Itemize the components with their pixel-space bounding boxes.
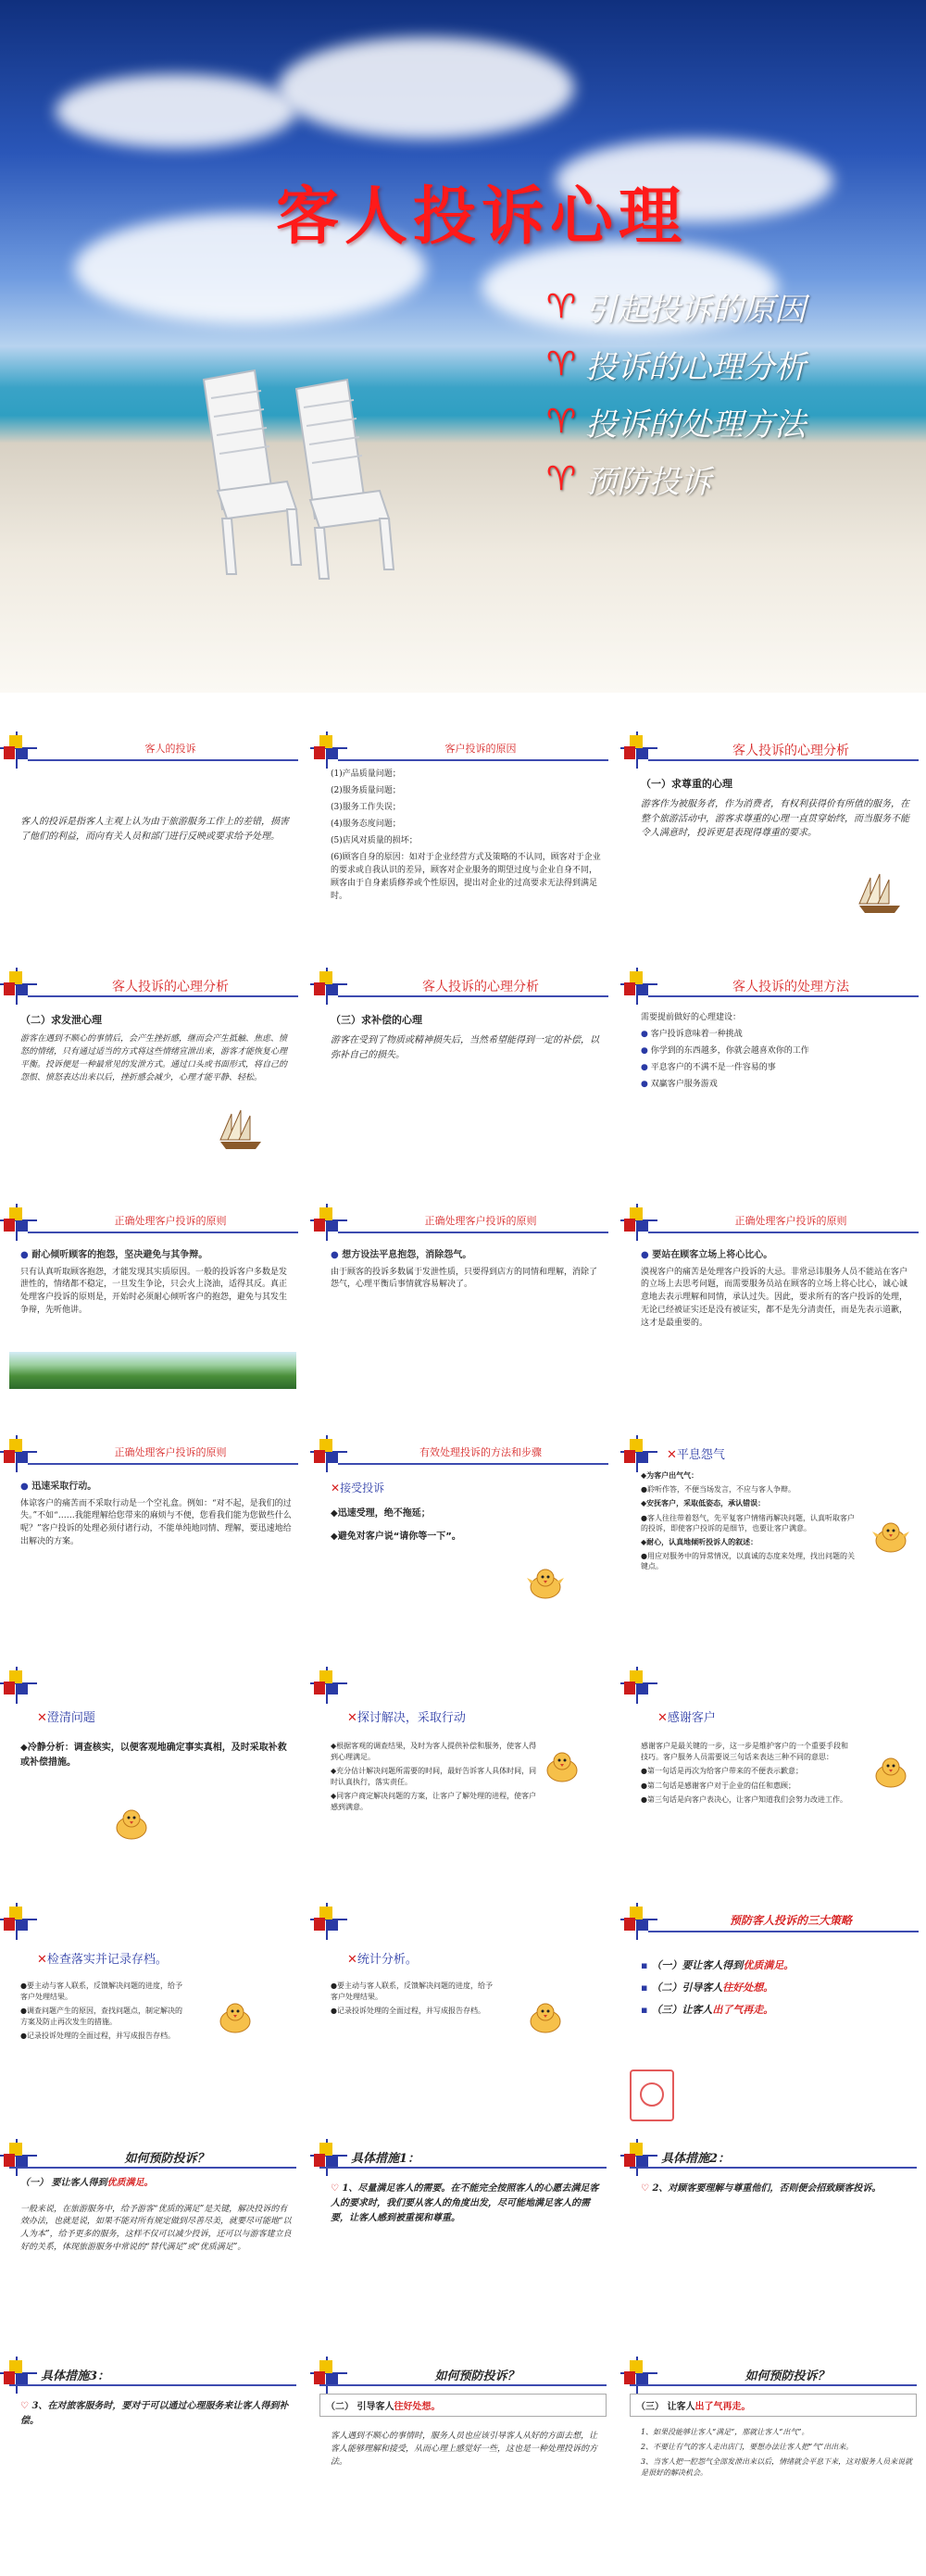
slide-title: 客人投诉的心理分析 <box>112 980 229 994</box>
cross-icon: ✕ <box>657 1711 668 1725</box>
title-rule <box>338 1232 608 1233</box>
slide-body: ✕接受投诉 ◆迅速受理，绝不拖延； ◆避免对客户说“请你等一下”。 <box>331 1482 461 1543</box>
corner-decoration <box>310 1667 347 1704</box>
cross-icon: ✕ <box>347 1711 357 1725</box>
corner-decoration <box>620 968 657 1005</box>
slide-title: ✕检查落实并记录存档。 <box>37 1953 168 1967</box>
cartoon-bird-icon <box>215 1999 256 2036</box>
slide-principle-empathy[interactable] <box>620 1204 926 1426</box>
subtitle-box: （三） 让客人出了气再走。 <box>630 2394 917 2417</box>
title-rule <box>648 995 919 997</box>
slide-body: ● 要站在顾客立场上将心比心。 漠视客户的痛苦是处理客户投诉的大忌。非常忌讳服务人员不能站在客户的立场上去思考问题，而需要服务员站在顾客的立场上将心比心，诚心诚意地去表示理解和同情，承认过失。因此，要求所有的客户投诉的处理，无论已经被证实还是没有被证实，都不是先分清责任，而是先表示道歉，这才是最重要的。 <box>641 1250 908 1329</box>
title-rule <box>630 2167 917 2169</box>
slide-complaint-causes[interactable] <box>310 732 616 954</box>
sailing-ship-icon <box>213 1107 269 1153</box>
heart-icon: ♈ <box>546 287 577 326</box>
heart-icon: ♡ <box>20 2401 29 2411</box>
corner-decoration <box>620 1903 657 1940</box>
slide-body: ◆根据客观的调查结果，及时为客人提供补偿和服务，使客人得到心理满足。 ◆充分估计解决问题所需要的时间，最好告诉客人具体时间，同时认真执行，落实责任。 ◆同客户商定解决问题的方案，让客户了解处理的进程，使客户感到满意。 <box>331 1742 537 1811</box>
title-rule <box>648 1931 919 1932</box>
cartoon-bird-icon <box>525 1565 566 1602</box>
slide-body: （一） 要让客人得到优质满足。 一般来说，在旅游服务中，给予游客“优质的满足”是关键，解决投诉的有效办法，也就是说，如果不能对所有规定做到尽善尽美，就要尽可能地“以人为本”，给予更多的服务，这样不仅可以减少投诉，还可以与游客建立良好的关系，体现旅游服务中常说的“替代满足”或“优质满足”。 <box>20 2178 292 2253</box>
cross-icon: ✕ <box>331 1482 341 1494</box>
slide-measure-3[interactable] <box>0 2357 306 2576</box>
corner-decoration <box>0 1204 37 1241</box>
slide-title: 如何预防投诉？ <box>745 2370 830 2383</box>
corner-decoration <box>0 1903 37 1940</box>
slide-body: ♡ 1、尽量满足客人的需要。在不能完全按照客人的心愿去满足客人的要求时，我们要从客人的角度出发，尽可能地满足客人的需要，让客人感到被重视和尊重。 <box>331 2183 599 2223</box>
slide-body: 需要提前做好的心理建设： ● 客户投诉意味着一种挑战 ● 你学到的东西越多，你就会越喜欢你的工作 ● 平息客户的不满不是一件容易的事 ● 双赢客户服务游戏 <box>641 1013 809 1089</box>
cross-icon: ✕ <box>37 1711 47 1725</box>
title-rule <box>338 1463 608 1465</box>
title-rule <box>9 2167 296 2169</box>
corner-decoration <box>620 732 657 769</box>
slide-three-strategies[interactable] <box>620 1903 926 2125</box>
corner-decoration <box>0 732 37 769</box>
corner-decoration <box>620 2139 657 2176</box>
slide-body: ◆冷静分析：调查核实，以便客观地确定事实真相，及时采取补救或补偿措施。 <box>20 1743 287 1768</box>
slide-title: 正确处理客户投诉的原则 <box>114 1215 227 1227</box>
title-rule <box>648 1232 919 1233</box>
slide-prevent-2[interactable] <box>310 2357 616 2576</box>
slide-body: ◆为客户出气气： ●聆听作答，不便当场发言，不应与客人争辩。 ◆安抚客户，采取低姿态，承认错误： ●客人往往带着怒气，先平复客户情绪再解决问题，认真听取客户的投诉，即使客户投诉的是细节，也要让客户满意。 ◆耐心，认真地倾听投诉人的叙述： ●用应对服务中的异常情况，以真诚的态度来处理，找出问题的关键点。 <box>641 1471 855 1571</box>
slide-title: 如何预防投诉？ <box>434 2370 519 2383</box>
corner-decoration <box>0 1435 37 1472</box>
slide-title: 预防客人投诉的三大策略 <box>729 1914 852 1927</box>
corner-decoration <box>0 1667 37 1704</box>
slide-accept-complaint[interactable] <box>310 1435 616 1657</box>
slide-thank-customer[interactable] <box>620 1667 926 1889</box>
slide-title: ✕平息怨气 <box>667 1448 725 1462</box>
slide-clarify-issue[interactable] <box>0 1667 306 1889</box>
corner-decoration <box>310 1204 347 1241</box>
cartoon-bird-icon <box>870 1754 911 1791</box>
slide-title: ✕澄清问题 <box>37 1711 95 1725</box>
corner-decoration <box>310 2357 347 2394</box>
title-rule <box>28 1232 298 1233</box>
cartoon-bird-icon <box>111 1806 152 1843</box>
corner-decoration <box>620 2357 657 2394</box>
title-rule <box>319 2167 607 2169</box>
heart-icon: ♈ <box>546 459 577 498</box>
slide-body: 客人的投诉是指客人主观上认为由于旅游服务工作上的差错，损害了他们的利益，而向有关人员和部门进行反映或要求给予处理。 <box>20 817 289 842</box>
slide-title: 具体措施2： <box>661 2152 731 2166</box>
slide-list: (1)产品质量问题； (2)服务质量问题； (3)服务工作失误； (4)服务态度问题； (5)店风对质量的损坏； (6)顾客自身的原因：如对于企业经营方式及策略的不认同，顾客对于企业的要求或自我认识的差异，顾客对企业服务的期望过度与企业自身不同，顾客由于自身素质修养或个性原因，提出对企业的过高要求无法得到满足时。 <box>331 769 601 901</box>
corner-decoration <box>0 2357 37 2394</box>
corner-decoration <box>310 732 347 769</box>
slide-compensation-psychology[interactable] <box>310 968 616 1190</box>
slide-respect-psychology[interactable] <box>620 732 926 954</box>
heart-icon: ♡ <box>331 2183 339 2194</box>
slide-body: ♡ 3、在对旅客服务时，要对于可以通过心理服务来让客人得到补偿。 <box>20 2401 289 2426</box>
slide-title: 客人投诉的处理方法 <box>732 980 849 994</box>
menu-item-handling[interactable]: ♈ 投诉的处理方法 <box>546 402 807 444</box>
slide-vent-psychology[interactable] <box>0 968 306 1190</box>
slide-title: ✕感谢客户 <box>657 1711 716 1725</box>
slide-body: ♡ 2、对顾客要理解与尊重他们，否则便会招致顾客投诉。 <box>641 2183 882 2194</box>
slide-title: 客人的投诉 <box>144 743 196 755</box>
slide-body: ● 迅速采取行动。 体谅客户的痛苦而不采取行动是一个空礼盒。例如：“对不起，是我们的过失。”不如“……我能理解给您带来的麻烦与不便，您看我们能为您做些什么呢？”客户投诉的处理必须付诸行动，不能单纯地同情、理解，要迅速地给出解决的方案。 <box>20 1482 292 1547</box>
corner-decoration <box>310 1435 347 1472</box>
slide-title: 客人投诉的心理分析 <box>422 980 539 994</box>
slide-title: 正确处理客户投诉的原则 <box>424 1215 537 1227</box>
slide-prevent-1[interactable] <box>0 2139 306 2361</box>
slide-body: （三）求补偿的心理 游客在受到了物质或精神损失后，当然希望能得到一定的补偿，以弥补自己的损失。 <box>331 1014 599 1060</box>
slide-body: ● 想方设法平息抱怨，消除怨气。 由于顾客的投诉多数属于发泄性质，只要得到店方的同情和理解，消除了怨气，心理平衡后事情就容易解决了。 <box>331 1250 598 1290</box>
corner-decoration <box>0 2139 37 2176</box>
corner-decoration <box>620 1204 657 1241</box>
slide-title: 正确处理客户投诉的原则 <box>734 1215 847 1227</box>
slide-title: ✕统计分析。 <box>347 1953 418 1967</box>
slide-check-record[interactable] <box>0 1903 306 2125</box>
title-rule <box>28 759 298 761</box>
title-rule <box>28 1463 298 1465</box>
corner-decoration <box>620 1435 657 1472</box>
title-rule <box>319 2384 607 2386</box>
slide-body: ●要主动与客人联系，反馈解决问题的进度，给予客户处理结果。 ●调查问题产生的原因，查找问题点，制定解决的方案及防止再次发生的措施。 ●记录投诉处理的全面过程，并写成报告存档。 <box>20 1982 182 2041</box>
slide-title: 客户投诉的原因 <box>444 743 517 755</box>
slide-title: 如何预防投诉？ <box>124 2152 209 2166</box>
cartoon-bird-icon <box>525 1999 566 2036</box>
cross-icon: ✕ <box>37 1953 47 1967</box>
slide-measure-1[interactable] <box>310 2139 616 2361</box>
corner-decoration <box>620 1667 657 1704</box>
slide-title: 正确处理客户投诉的原则 <box>114 1446 227 1458</box>
slide-title: ✕探讨解决，采取行动 <box>347 1711 466 1725</box>
heart-icon: ♈ <box>546 402 577 441</box>
menu-item-analysis[interactable]: ♈ 投诉的心理分析 <box>546 344 807 386</box>
slide-complaint-definition[interactable] <box>0 732 306 954</box>
slide-calm-anger[interactable] <box>620 1435 926 1657</box>
menu-item-causes[interactable]: ♈ 引起投诉的原因 <box>546 287 807 329</box>
corner-decoration <box>310 2139 347 2176</box>
beach-chairs-icon <box>185 361 426 583</box>
sailing-ship-icon <box>852 870 907 917</box>
cartoon-bird-icon <box>870 1519 911 1556</box>
page-title: 客人投诉心理 <box>275 181 687 254</box>
slide-body: ● 耐心倾听顾客的抱怨，坚决避免与其争辩。 只有认真听取顾客抱怨，才能发现其实质原因。一般的投诉客户多数是发泄性的，情绪都不稳定，一旦发生争论，只会火上浇油，适得其反。真正处理客户投诉的原则是，开始时必须耐心倾听客户的抱怨，避免与其发生争辩，先听他讲。 <box>20 1250 288 1316</box>
title-rule <box>9 2384 296 2386</box>
seal-stamp-icon <box>630 2070 674 2121</box>
title-rule <box>338 995 608 997</box>
slide-body: （二）求发泄心理 游客在遇到不顺心的事情后，会产生挫折感，继而会产生抵触、焦虑、愤怒的情绪，只有通过适当的方式将这些情绪宣泄出来，游客才能恢复心理平衡。投诉便是一种最常见的发泄方式。通过口头或书面形式，将自己的怨恨、愤怒表达出来以后，挫折感会减少，心理才能平静、轻松。 <box>20 1014 288 1082</box>
slide-title: 客人投诉的心理分析 <box>732 744 849 758</box>
slide-principle-action[interactable] <box>0 1435 306 1657</box>
hero-slide <box>0 0 926 693</box>
slide-body: 感谢客户是最关键的一步，这一步是维护客户的一个重要手段和技巧。客户服务人员需要说三句话来表达三种不同的意思： ●第一句话是再次为给客户带来的不便表示歉意； ●第二句话是感谢客户对于企业的信任和惠顾； ●第三句话是向客户表决心，让客户知道我们会努力改进工作。 <box>641 1742 848 1805</box>
slide-body: （一）求尊重的心理 游客作为被服务者，作为消费者，有权利获得价有所值的服务，在整个旅游活动中，游客求尊重的心理一直贯穿始终，而当服务不能令人满意时，投诉更是表现得尊重的要求。 <box>641 778 909 839</box>
slide-body: 客人遇到不顺心的事情时，服务人员也应该引导客人从好的方面去想，让客人能够理解和接受，从而心理上感觉好一些，这也是一种处理投诉的方法。 <box>331 2432 598 2467</box>
slide-prevent-3[interactable] <box>620 2357 926 2576</box>
slide-list: ▪ （一）要让客人得到优质满足。 ▪ （二）引导客人往好处想。 ▪ （三）让客人出了气再走。 <box>641 1959 795 2017</box>
title-rule <box>630 2384 917 2386</box>
heart-icon: ♈ <box>546 344 577 383</box>
title-rule <box>338 759 608 761</box>
slide-principle-listen[interactable] <box>0 1204 306 1426</box>
heart-icon: ♡ <box>641 2183 649 2194</box>
landscape-image <box>9 1352 296 1389</box>
subtitle-box: （二） 引导客人往好处想。 <box>319 2394 607 2417</box>
cloud <box>278 37 574 139</box>
cartoon-bird-icon <box>542 1748 582 1785</box>
slide-body: ●要主动与客人联系，反馈解决问题的进度，给予客户处理结果。 ●记录投诉处理的全面过程，并写成报告存档。 <box>331 1982 493 2016</box>
slide-solve-act[interactable] <box>310 1667 616 1889</box>
slide-title: 具体措施3： <box>41 2370 110 2383</box>
slide-handling-methods[interactable] <box>620 968 926 1190</box>
slide-principle-calm[interactable] <box>310 1204 616 1426</box>
cloud <box>56 74 296 148</box>
slide-measure-2[interactable] <box>620 2139 926 2361</box>
corner-decoration <box>310 968 347 1005</box>
slide-statistics[interactable] <box>310 1903 616 2125</box>
slide-title: 有效处理投诉的方法和步骤 <box>419 1446 542 1458</box>
cross-icon: ✕ <box>347 1953 357 1967</box>
corner-decoration <box>310 1903 347 1940</box>
menu-item-prevention[interactable]: ♈ 预防投诉 <box>546 459 712 501</box>
corner-decoration <box>0 968 37 1005</box>
title-rule <box>28 995 298 997</box>
title-rule <box>648 759 919 761</box>
cross-icon: ✕ <box>667 1448 677 1462</box>
hero-menu <box>546 278 917 507</box>
slide-body: 1、如果没能够让客人“满足”，那就让客人“出气”。 2、不要让有气的客人走出店门，要想办法让客人把“气”出出来。 3、当客人把一腔怨气全部发泄出来以后，情绪就会平息下来，这对服务人员来说就是很好的解决机会。 <box>641 2428 913 2477</box>
slide-title: 具体措施1： <box>351 2152 420 2166</box>
